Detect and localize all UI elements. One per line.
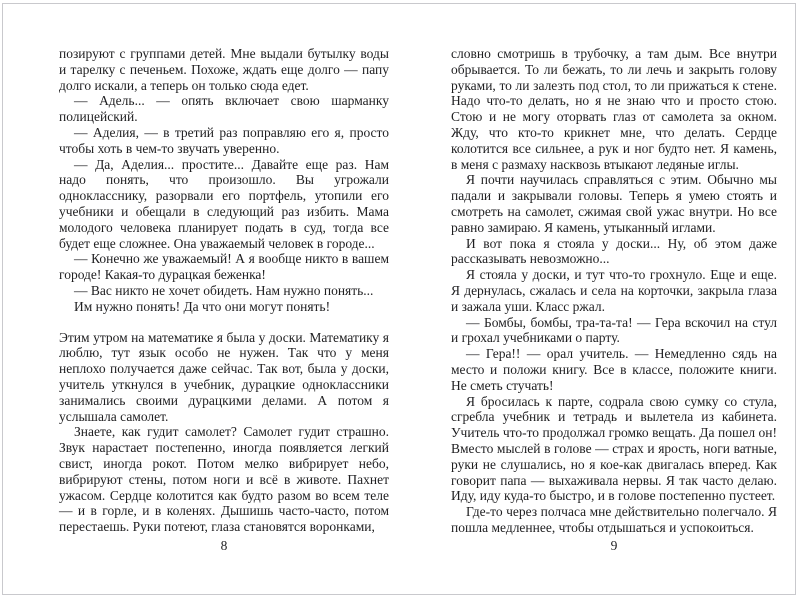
paragraph: — Аделия, — в третий раз поправляю его я, просто чтобы хоть в чем-то звучать уверенно. <box>59 124 389 156</box>
paragraph: Им нужно понять! Да что они могут понять! <box>74 298 331 314</box>
paragraph: Я бросилась к парте, содрала свою сумку со стула, сгребла учебник и тетрадь и вылетела из кабинета. Учитель что-то продолжал громко вещать. Да пошел он! Вместо мыслей в голове — страх и ярость, ноги ватные, руки не слушались, но я кое-как двигалась вперед. Как говорит папа — выхаживала нервы. Я так часто делаю. Иду, иду куда-то быстро, и в голове постепенно пустеет. <box>451 393 777 504</box>
paragraph: — Конечно же уважаемый! А я вообще никто в вашем городе! Какая-то дурацкая беженка! <box>59 251 389 283</box>
section-start-paragraph: Этим утром на математике я была у доски. Математику я люблю, тут язык особо не нужен. Так что у меня неплохо получается даже сейчас. Так вот, была у доски, учитель уткнулся в учебник, дурацкие одноклассники занимались своими дурацкими делами. А потом я услышала самолет. <box>59 329 389 424</box>
paragraph: словно смотришь в трубочку, а там дым. Все внутри обрывается. То ли бежать, то ли лечь и закрыть голову руками, то ли залезть под стол, то ли прижаться к стене. Надо что-то делать, но я не знаю что и просто стою. Стою и не могу оторвать глаз от самолета за окном. Жду, что кто-то крикнет мне, что делать. Сердце колотится все сильнее, а рук и ног будто нет. Я камень, в меня с размаху насквозь втыкают ледяные иглы. <box>451 46 777 172</box>
paragraph: — Бомбы, бомбы, тра-та-та! — Гера вскочил на стул и грохал учебниками о парту. <box>451 314 777 346</box>
paragraph: — Адель... — опять включает свою шарманку полицейский. <box>59 93 389 125</box>
page-number-right: 9 <box>610 538 618 553</box>
left-page <box>59 4 389 594</box>
left-page-text <box>59 46 389 535</box>
paragraph: — Вас никто не хочет обидеть. Нам нужно понять... <box>74 282 374 298</box>
paragraph: — Гера!! — орал учитель. — Немедленно сядь на место и положи книгу. Все в классе, положите книги. Не сметь стучать! <box>451 346 777 393</box>
paragraph: Где-то через полчаса мне действительно полегчало. Я пошла медленнее, чтобы отдышаться и успокоиться. <box>451 504 777 535</box>
paragraph: позируют с группами детей. Мне выдали бутылку воды и тарелку с печеньем. Похоже, ждать еще долго — папу долго искали, а теперь он только сюда едет. <box>59 46 389 93</box>
paragraph: Знаете, как гудит самолет? Самолет гудит страшно. Звук нарастает постепенно, иногда появляется легкий свист, иногда рокот. Потом мелко вибрирует небо, вибрируют стены, потом ноги и всё в животе. Пахнет ужасом. Сердце колотится как будто разом во всем теле — и в горле, и в коленях. Дышишь часто-часто, потом перестаешь. Руки потеют, глаза становятся воронками, <box>59 424 389 535</box>
paragraph: Я почти научилась справляться с этим. Обычно мы падали и закрывали головы. Теперь я умею стоять и смотреть на самолет, сжимая свой ужас внутри. Но все равно замираю. Я камень, утыканный иглами. <box>451 172 777 235</box>
paragraph: Я стояла у доски, и тут что-то грохнуло. Еще и еще. Я дернулась, сжалась и села на корточки, закрыла глаза и зажала уши. Класс ржал. <box>451 267 777 314</box>
book-spread <box>2 3 796 595</box>
page-number-left: 8 <box>220 538 228 553</box>
right-page-text <box>451 46 777 536</box>
paragraph: И вот пока я стояла у доски... Ну, об этом даже рассказывать невозможно... <box>451 235 777 267</box>
right-page <box>451 4 777 594</box>
paragraph: — Да, Аделия... простите... Давайте еще раз. Нам надо понять, что произошло. Вы угрожали однокласснику, разорвали его портфель, утопили его учебники и обещали в следующий раз избить. Мама молодого человека планирует подать в суд, тогда все будет еще сложнее. Она уважаемый человек в городе... <box>59 156 389 251</box>
